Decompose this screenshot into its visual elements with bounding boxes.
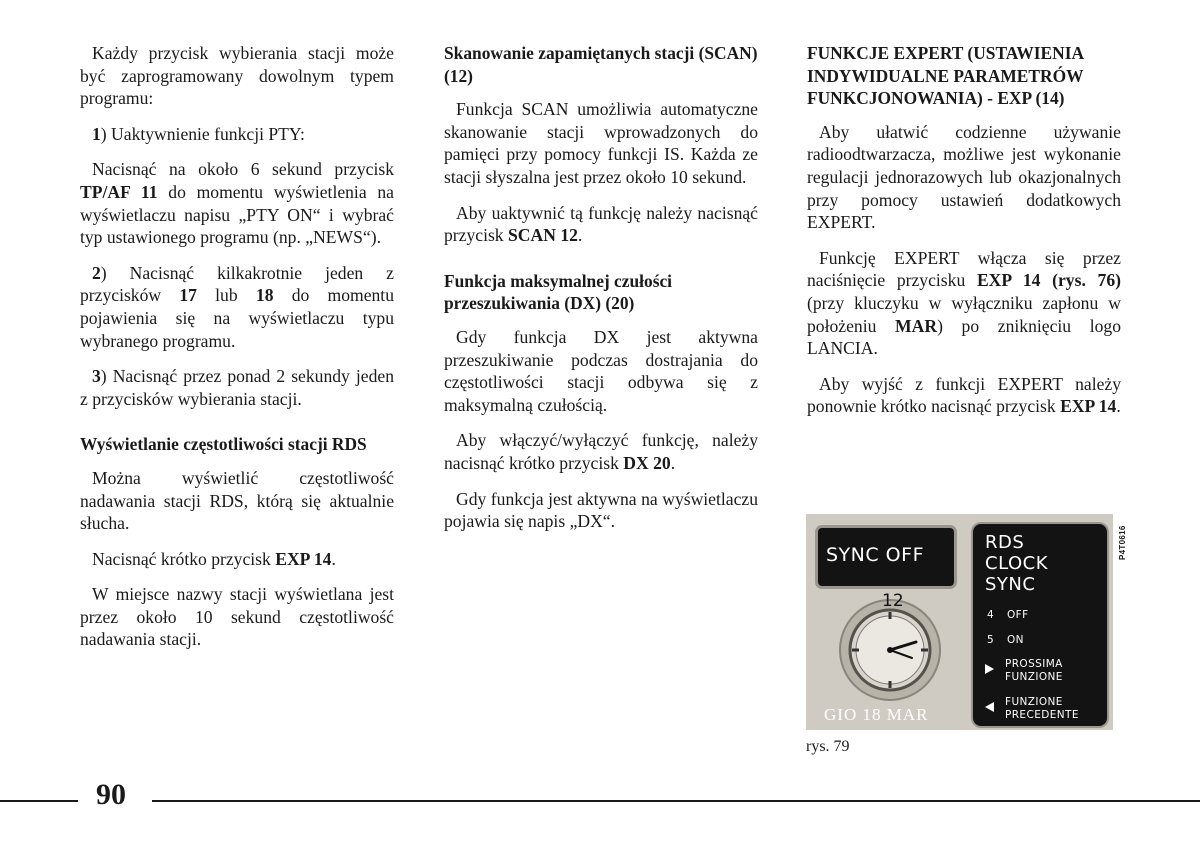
paragraph: Aby uaktywnić tą funkcję należy nacisnąć przycisk SCAN 12. (444, 202, 758, 246)
arrow-left-icon (985, 702, 994, 712)
paragraph: 2) Nacisnąć kilkakrotnie jeden z przycisków 17 lub 18 do momentu pojawienia się na wyświetlaczu typu wybranego programu. (80, 262, 394, 351)
paragraph: Aby włączyć/wyłączyć funkcję, należy nacisnąć krótko przycisk DX 20. (444, 430, 758, 473)
date-text: GIO 18 MAR (824, 705, 929, 724)
menu-option-on: 5 ON (987, 634, 1024, 646)
footer-rule-right (152, 800, 1200, 802)
paragraph: Aby wyjść z funkcji EXPERT należy ponownie krótko nacisnąć przycisk EXP 14. (807, 373, 1121, 417)
page-number: 90 (96, 778, 126, 811)
paragraph: 1) Uaktywnienie funkcji PTY: (92, 123, 305, 144)
sync-status-text: SYNC OFF (826, 544, 924, 566)
menu-next-function: PROSSIMA FUNZIONE (1005, 658, 1063, 683)
menu-title-line: SYNC (985, 574, 1036, 595)
section-heading: Skanowanie zapamiętanych stacji (SCAN) (12) (444, 43, 758, 86)
figure-code: P4T0616 (1118, 525, 1127, 560)
menu-option-off: 4 OFF (987, 609, 1029, 621)
footer-rule-left (0, 800, 78, 802)
arrow-right-icon (985, 664, 994, 674)
menu-title-line: RDS (985, 532, 1025, 553)
column-3 (807, 42, 1121, 431)
paragraph: Gdy funkcja jest aktywna na wyświetlaczu pojawia się napis „DX“. (444, 488, 758, 532)
paragraph: 3) Nacisnąć przez ponad 2 sekundy jeden z przycisków wybierania stacji. (80, 366, 394, 409)
paragraph: Aby ułatwić codzienne używanie radioodtwarzacza, możliwe jest wykonanie regulacji jednorazowych lub okazjonalnych przy pomocy ustawień dodatkowych EXPERT. (807, 121, 1121, 233)
figure-caption: rys. 79 (806, 738, 850, 755)
paragraph: Funkcję EXPERT włącza się przez naciśnięcie przycisku EXP 14 (rys. 76) (przy kluczyku w wyłączniku zapłonu w położeniu MAR) po zniknięciu logo LANCIA. (807, 247, 1121, 359)
date-display (806, 700, 966, 728)
clock-twelve-label: 12 (882, 592, 904, 611)
column-2 (444, 42, 758, 546)
clock-icon (828, 592, 948, 702)
paragraph: Każdy przycisk wybierania stacji może być zaprogramowany dowolnym typem programu: (80, 43, 394, 109)
radio-display-figure (806, 514, 1113, 730)
paragraph: W miejsce nazwy stacji wyświetlana jest przez około 10 sekund częstotliwość nadawania stacji. (80, 584, 394, 650)
paragraph: Można wyświetlić częstotliwość nadawania stacji RDS, którą się aktualnie słucha. (80, 467, 394, 534)
section-heading: Funkcja maksymalnej czułości przeszukiwania (DX) (20) (444, 270, 673, 314)
paragraph: Nacisnąć krótko przycisk EXP 14. (92, 548, 336, 569)
sync-status-display (818, 528, 954, 586)
column-1 (80, 42, 394, 664)
menu-previous-function: FUNZIONE PRECEDENTE (1005, 696, 1079, 721)
paragraph: Nacisnąć na około 6 sekund przycisk TP/AF 11 do momentu wyświetlenia na wyświetlaczu napisu „PTY ON“ i wybrać typ ustawionego programu (np. „NEWS“). (80, 159, 394, 248)
rds-menu-display (973, 524, 1107, 726)
paragraph: Gdy funkcja DX jest aktywna przeszukiwanie podczas dostrajania do częstotliwości stacji odbywa się z maksymalną czułością. (444, 326, 758, 415)
paragraph: Funkcja SCAN umożliwia automatyczne skanowanie stacji wprowadzonych do pamięci przy pomocy funkcji IS. Każda ze stacji słyszalna jest przez około 10 sekund. (444, 99, 758, 187)
section-heading: FUNKCJE EXPERT (USTAWIENIA INDYWIDUALNE PARAMETRÓW FUNKCJONOWANIA) - EXP (14) (807, 43, 1084, 109)
menu-title-line: CLOCK (985, 553, 1048, 574)
section-heading: Wyświetlanie częstotliwości stacji RDS (80, 434, 367, 455)
